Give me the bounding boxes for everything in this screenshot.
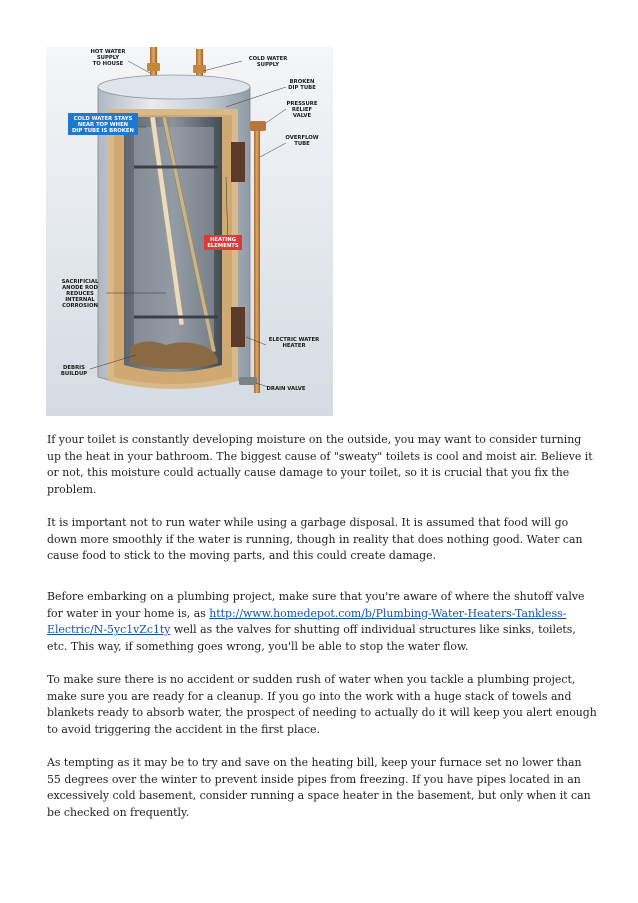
- label-electric-1: ELECTRIC WATER: [268, 337, 320, 343]
- paragraph-heating-bill: As tempting as it may be to try and save on the heating bill, keep your furnace set no lower than 55 degrees over the winter to prevent inside pipes from freezing. If you have pipes located in an excessively cold basement, consider running a space heater in the basement, but only when it can be checked on frequently.: [47, 755, 591, 819]
- label-anode-3: REDUCES: [66, 291, 94, 297]
- label-anode-2: ANODE ROD: [62, 285, 98, 291]
- label-overflow-1: OVERFLOW: [285, 135, 319, 141]
- tank-top: [98, 75, 250, 99]
- label-relief-3: VALVE: [292, 113, 312, 119]
- svg-text:SACRIFICIALANODE RODREDUCESINT: [62, 279, 99, 309]
- upper-thermostat: [231, 142, 245, 182]
- svg-text:BROKENDIP TUBE: [288, 79, 316, 91]
- overflow-tube: [254, 125, 260, 393]
- paragraph-shutoff-valve: [47, 589, 597, 655]
- paragraph-toilet-moisture: If your toilet is constantly developing moisture on the outside, you may want to consider turning up the heat in your bathroom. The biggest cause of "sweaty" toilets is cool and moist air. Believe it or not, this moisture could actually cause damage to your toilet, so it is crucial that you fix the problem.: [47, 433, 593, 496]
- label-relief-2: RELIEF: [291, 107, 313, 113]
- lower-thermostat: [231, 307, 245, 347]
- article-body: [47, 432, 597, 581]
- relief-valve: [250, 121, 266, 131]
- label-cold-stays-3: DIP TUBE IS BROKEN: [72, 128, 134, 134]
- label-overflow-2: TUBE: [294, 141, 310, 147]
- label-anode-1: SACRIFICIAL: [61, 279, 99, 285]
- label-broken-dip-1: BROKEN: [289, 79, 315, 85]
- label-hot-water-2: SUPPLY: [96, 55, 120, 61]
- drain-valve: [239, 377, 257, 385]
- svg-text:COLD WATER STAYSNEAR TOP WHEND: [72, 116, 134, 134]
- water-heater-diagram: [46, 47, 333, 416]
- label-cold-stays-1: COLD WATER STAYS: [73, 116, 133, 122]
- label-cold-water-2: SUPPLY: [256, 62, 280, 68]
- label-broken-dip-2: DIP TUBE: [288, 85, 316, 91]
- paragraph-garbage-disposal: It is important not to run water while using a garbage disposal. It is assumed that food will go down more smoothly if the water is running, though in reality that does nothing good. Water can cause food to stick to the moving parts, and this could create damage.: [47, 515, 583, 563]
- water-heater-illustration: [46, 47, 333, 416]
- label-hot-water-3: TO HOUSE: [92, 61, 124, 67]
- pipe-fitting: [193, 65, 206, 73]
- label-cold-water-1: COLD WATER: [248, 56, 288, 62]
- paragraph-cleanup: To make sure there is no accident or sudden rush of water when you tackle a plumbing project, make sure you are ready for a cleanup. If you go into the work with a huge stack of towels and blankets ready to absorb water, the prospect of needing to actually do it will keep you alert enough to avoid triggering the accident in the first place.: [47, 672, 597, 736]
- label-heating-1: HEATING: [209, 237, 237, 243]
- label-hot-water-1: HOT WATER: [90, 49, 126, 55]
- label-debris-2: BUILDUP: [60, 371, 88, 377]
- svg-text:DEBRISBUILDUP: [61, 365, 87, 377]
- label-anode-5: CORROSION: [62, 303, 98, 309]
- label-anode-4: INTERNAL: [65, 297, 95, 303]
- pipe-fitting: [147, 63, 160, 71]
- article-body-continued: [47, 589, 597, 838]
- shutoff-text-after: well as the valves for shutting off individual structures like sinks, toilets, etc. This way, if something goes wrong, you'll be able to stop the water flow.: [47, 623, 576, 653]
- svg-text:HEATINGELEMENTS: [207, 237, 239, 249]
- label-drain-valve: DRAIN VALVE: [266, 386, 306, 392]
- homedepot-link[interactable]: http://www.homedepot.com/b/Plumbing-Water-Heaters-Tankless-Electric/N-5yc1vZc1ty: [47, 606, 567, 637]
- label-heating-2: ELEMENTS: [207, 243, 239, 249]
- label-relief-1: PRESSURE: [286, 101, 318, 107]
- shutoff-text-before: Before embarking on a plumbing project, make sure that you're aware of where the shutoff valve for water in your home is, as: [47, 590, 585, 620]
- label-debris-1: DEBRIS: [63, 365, 85, 371]
- label-cold-stays-2: NEAR TOP WHEN: [77, 122, 129, 128]
- label-electric-2: HEATER: [282, 343, 306, 349]
